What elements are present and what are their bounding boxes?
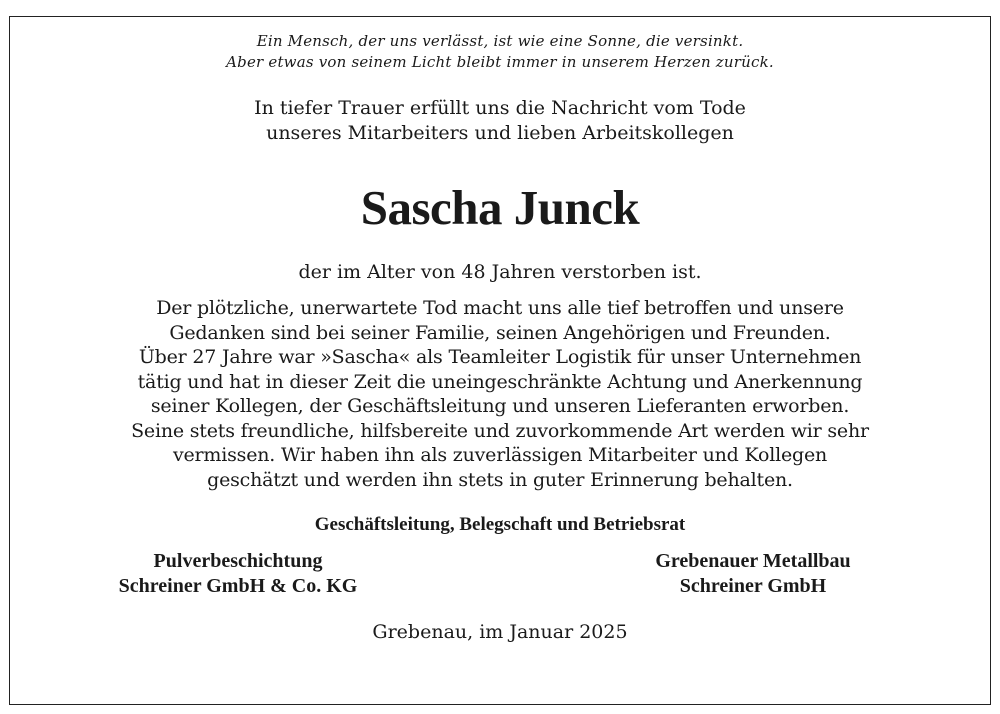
- signers: Geschäftsleitung, Belegschaft und Betriebsrat: [314, 514, 686, 535]
- intro-line-1: In tiefer Trauer erfüllt uns die Nachricht vom Tode: [254, 97, 746, 119]
- body-line: geschätzt und werden ihn stets in guter Erinnerung behalten.: [207, 468, 793, 491]
- company-left-line-1: Pulverbeschichtung: [153, 550, 323, 572]
- intro-line-2: unseres Mitarbeiters und lieben Arbeitskollegen: [266, 122, 734, 144]
- quote-line-2: Aber etwas von seinem Licht bleibt immer in unserem Herzen zurück.: [226, 53, 774, 71]
- company-left-line-2: Schreiner GmbH & Co. KG: [118, 575, 358, 597]
- intro-text: [0, 96, 1000, 146]
- quote-line-1: Ein Mensch, der uns verlässt, ist wie eine Sonne, die versinkt.: [256, 32, 744, 50]
- body-line: Gedanken sind bei seiner Familie, seinen Angehörigen und Freunden.: [169, 321, 831, 344]
- body-line: vermissen. Wir haben ihn als zuverlässigen Mitarbeiter und Kollegen: [172, 444, 828, 466]
- body-line: Seine stets freundliche, hilfsbereite und zuvorkommende Art werden wir sehr: [131, 419, 869, 442]
- age-text: der im Alter von 48 Jahren verstorben ist.: [298, 261, 702, 283]
- company-right-line-2: Schreiner GmbH: [679, 575, 827, 597]
- body-line: Der plötzliche, unerwartete Tod macht uns alle tief betroffen und unsere: [156, 297, 844, 319]
- company-right-line-1: Grebenauer Metallbau: [655, 550, 851, 572]
- body-line: Über 27 Jahre war »Sascha« als Teamleiter Logistik für unser Unternehmen: [138, 346, 862, 368]
- company-left: [0, 549, 476, 599]
- body-line: tätig und hat in dieser Zeit die uneingeschränkte Achtung und Anerkennung: [137, 370, 863, 393]
- body-line: seiner Kollegen, der Geschäftsleitung und unseren Lieferanten erworben.: [150, 395, 850, 417]
- memorial-quote: [0, 31, 1000, 73]
- deceased-name: Sascha Junck: [360, 180, 640, 235]
- company-right: [505, 549, 1000, 599]
- place-date: Grebenau, im Januar 2025: [372, 621, 628, 643]
- body-text: [0, 296, 1000, 492]
